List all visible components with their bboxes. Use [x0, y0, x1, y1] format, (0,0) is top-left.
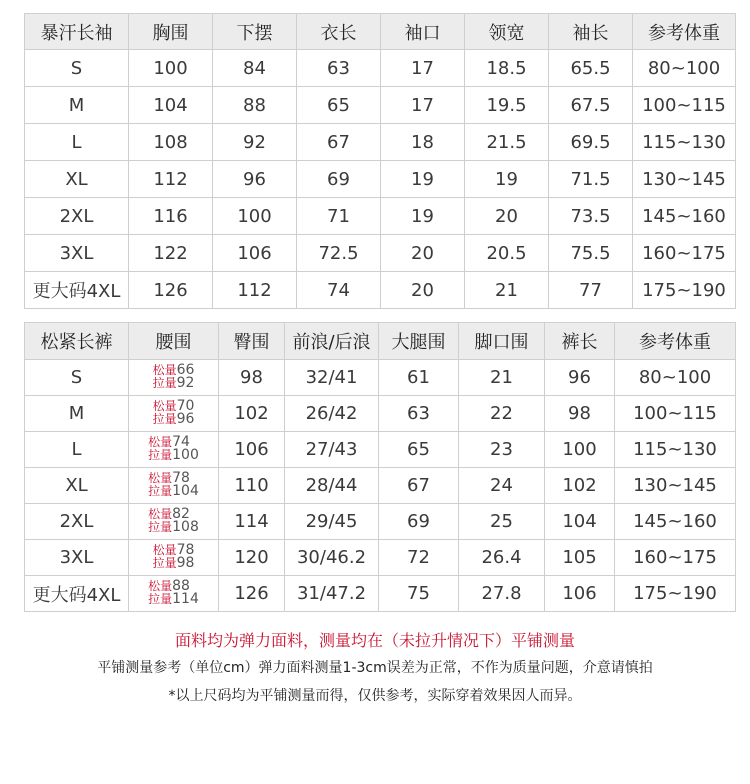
waist-relaxed-label: 松量: [148, 434, 173, 449]
waist-relaxed-label: 松量: [152, 362, 177, 377]
table-cell: 110: [219, 468, 285, 504]
table-cell: 108: [129, 124, 213, 161]
waist-relaxed-value: 74: [172, 433, 190, 450]
table-row: [25, 272, 736, 309]
waist-relaxed-label: 松量: [148, 470, 173, 485]
table-cell: 19: [381, 198, 465, 235]
bottom-table-body: [25, 360, 736, 612]
size-cell: 3XL: [25, 540, 129, 576]
waist-relaxed-label: 松量: [152, 398, 177, 413]
top-size-table: [24, 13, 736, 309]
table-cell: 28/44: [285, 468, 379, 504]
table-row: [25, 124, 736, 161]
header-cell: 臀围: [219, 323, 285, 360]
waist-cell: [129, 540, 219, 576]
table-cell: 20: [381, 235, 465, 272]
table-cell: 105: [545, 540, 615, 576]
waist-stretched-value: 114: [172, 590, 199, 607]
waist-stretched-line: [152, 374, 195, 391]
table-cell: 63: [379, 396, 459, 432]
size-cell: XL: [25, 468, 129, 504]
table-row: [25, 360, 736, 396]
waist-relaxed-label: 松量: [148, 506, 173, 521]
table-cell: 106: [213, 235, 297, 272]
table-cell: 102: [219, 396, 285, 432]
table-cell: 69: [297, 161, 381, 198]
waist-values: [148, 433, 199, 463]
header-cell: 参考体重: [615, 323, 736, 360]
header-cell: 领宽: [465, 14, 549, 50]
waist-relaxed-value: 82: [172, 505, 190, 522]
size-cell: S: [25, 360, 129, 396]
table-cell: 67: [379, 468, 459, 504]
table-cell: 104: [545, 504, 615, 540]
table-cell: 22: [459, 396, 545, 432]
waist-stretched-line: [148, 590, 199, 607]
table-cell: 100: [129, 50, 213, 87]
table-cell: 100~115: [615, 396, 736, 432]
table-row: [25, 576, 736, 612]
table-cell: 26.4: [459, 540, 545, 576]
header-cell: 袖长: [549, 14, 633, 50]
size-cell: M: [25, 87, 129, 124]
table-cell: 29/45: [285, 504, 379, 540]
table-cell: 106: [219, 432, 285, 468]
size-cell: L: [25, 124, 129, 161]
waist-cell: [129, 504, 219, 540]
waist-stretched-value: 108: [172, 518, 199, 535]
table-row: [25, 432, 736, 468]
table-cell: 67.5: [549, 87, 633, 124]
waist-stretched-value: 98: [176, 554, 195, 571]
table-row: [25, 198, 736, 235]
table-cell: 18.5: [465, 50, 549, 87]
waist-relaxed-value: 66: [176, 361, 195, 378]
size-cell: 更大码4XL: [25, 576, 129, 612]
table-cell: 88: [213, 87, 297, 124]
header-cell: 衣长: [297, 14, 381, 50]
table-row: [25, 161, 736, 198]
header-cell: 脚口围: [459, 323, 545, 360]
table-cell: 114: [219, 504, 285, 540]
waist-stretched-line: [152, 554, 195, 571]
table-cell: 145~160: [633, 198, 736, 235]
table-cell: 19: [381, 161, 465, 198]
table-cell: 31/47.2: [285, 576, 379, 612]
table-cell: 98: [545, 396, 615, 432]
table-row: [25, 504, 736, 540]
table-cell: 77: [549, 272, 633, 309]
table-cell: 69: [379, 504, 459, 540]
table-cell: 80~100: [615, 360, 736, 396]
bottom-size-table: [24, 322, 736, 612]
waist-values: [152, 541, 195, 571]
table-row: [25, 50, 736, 87]
table-cell: 122: [129, 235, 213, 272]
waist-values: [152, 397, 195, 427]
table-cell: 72: [379, 540, 459, 576]
header-cell: 前浪/后浪: [285, 323, 379, 360]
table-cell: 19: [465, 161, 549, 198]
fabric-note: 面料均为弹力面料，测量均在（未拉升情况下）平铺测量: [174, 631, 575, 650]
table-cell: 145~160: [615, 504, 736, 540]
waist-relaxed-value: 78: [172, 469, 190, 486]
table-row: [25, 540, 736, 576]
table-cell: 112: [213, 272, 297, 309]
table-cell: 98: [219, 360, 285, 396]
waist-stretched-value: 92: [176, 374, 195, 391]
waist-values: [148, 505, 199, 535]
header-cell: 暴汗长袖: [25, 14, 129, 50]
table-cell: 130~145: [615, 468, 736, 504]
size-cell: 2XL: [25, 504, 129, 540]
table-cell: 63: [297, 50, 381, 87]
waist-values: [148, 469, 199, 499]
table-cell: 23: [459, 432, 545, 468]
waist-stretched-label: 拉量: [152, 375, 177, 390]
table-cell: 20: [381, 272, 465, 309]
waist-cell: [129, 468, 219, 504]
table-cell: 96: [213, 161, 297, 198]
bottom-table-header-row: [25, 323, 736, 360]
table-cell: 27.8: [459, 576, 545, 612]
table-cell: 20: [465, 198, 549, 235]
table-cell: 115~130: [633, 124, 736, 161]
table-cell: 100: [545, 432, 615, 468]
disclaimer-note: *以上尺码均为平铺测量而得，仅供参考，实际穿着效果因人而异。: [168, 688, 582, 704]
table-cell: 84: [213, 50, 297, 87]
table-cell: 65.5: [549, 50, 633, 87]
waist-stretched-line: [148, 518, 199, 535]
table-cell: 175~190: [615, 576, 736, 612]
table-cell: 130~145: [633, 161, 736, 198]
table-cell: 92: [213, 124, 297, 161]
size-cell: M: [25, 396, 129, 432]
waist-relaxed-value: 70: [176, 397, 195, 414]
header-cell: 裤长: [545, 323, 615, 360]
table-cell: 71.5: [549, 161, 633, 198]
waist-stretched-line: [148, 482, 199, 499]
waist-stretched-label: 拉量: [152, 411, 177, 426]
table-cell: 71: [297, 198, 381, 235]
table-cell: 65: [379, 432, 459, 468]
measurement-note: 平铺测量参考（单位cm）弹力面料测量1-3cm误差为正常，不作为质量问题，介意请慎拍: [97, 660, 653, 676]
table-cell: 160~175: [633, 235, 736, 272]
table-cell: 116: [129, 198, 213, 235]
table-cell: 32/41: [285, 360, 379, 396]
table-cell: 17: [381, 87, 465, 124]
table-cell: 25: [459, 504, 545, 540]
size-cell: 3XL: [25, 235, 129, 272]
table-cell: 100: [213, 198, 297, 235]
table-cell: 17: [381, 50, 465, 87]
table-row: [25, 87, 736, 124]
table-cell: 74: [297, 272, 381, 309]
table-cell: 80~100: [633, 50, 736, 87]
header-cell: 袖口: [381, 14, 465, 50]
waist-relaxed-label: 松量: [152, 542, 177, 557]
top-table-header-row: [25, 14, 736, 50]
table-cell: 21: [465, 272, 549, 309]
size-cell: 更大码4XL: [25, 272, 129, 309]
table-row: [25, 235, 736, 272]
waist-cell: [129, 576, 219, 612]
table-cell: 120: [219, 540, 285, 576]
waist-cell: [129, 432, 219, 468]
waist-stretched-value: 104: [172, 482, 199, 499]
waist-values: [148, 577, 199, 607]
table-cell: 112: [129, 161, 213, 198]
waist-stretched-value: 96: [176, 410, 195, 427]
table-row: [25, 468, 736, 504]
table-cell: 18: [381, 124, 465, 161]
waist-stretched-line: [152, 410, 195, 427]
waist-relaxed-label: 松量: [148, 578, 173, 593]
size-cell: S: [25, 50, 129, 87]
waist-stretched-label: 拉量: [148, 519, 173, 534]
header-cell: 胸围: [129, 14, 213, 50]
table-cell: 30/46.2: [285, 540, 379, 576]
table-cell: 126: [219, 576, 285, 612]
waist-relaxed-value: 88: [172, 577, 190, 594]
table-cell: 115~130: [615, 432, 736, 468]
table-cell: 19.5: [465, 87, 549, 124]
table-cell: 126: [129, 272, 213, 309]
table-cell: 21: [459, 360, 545, 396]
table-cell: 27/43: [285, 432, 379, 468]
header-cell: 大腿围: [379, 323, 459, 360]
table-cell: 175~190: [633, 272, 736, 309]
table-cell: 75: [379, 576, 459, 612]
table-cell: 24: [459, 468, 545, 504]
top-table-body: [25, 50, 736, 309]
table-cell: 69.5: [549, 124, 633, 161]
waist-cell: [129, 396, 219, 432]
waist-values: [152, 361, 195, 391]
table-cell: 106: [545, 576, 615, 612]
table-cell: 100~115: [633, 87, 736, 124]
waist-stretched-label: 拉量: [152, 555, 177, 570]
size-cell: L: [25, 432, 129, 468]
table-cell: 96: [545, 360, 615, 396]
table-row: [25, 396, 736, 432]
waist-relaxed-value: 78: [176, 541, 195, 558]
size-cell: XL: [25, 161, 129, 198]
table-cell: 73.5: [549, 198, 633, 235]
header-cell: 松紧长裤: [25, 323, 129, 360]
table-cell: 20.5: [465, 235, 549, 272]
waist-stretched-label: 拉量: [148, 483, 173, 498]
waist-stretched-label: 拉量: [148, 447, 173, 462]
waist-stretched-value: 100: [172, 446, 199, 463]
table-cell: 104: [129, 87, 213, 124]
table-cell: 72.5: [297, 235, 381, 272]
table-cell: 102: [545, 468, 615, 504]
table-cell: 67: [297, 124, 381, 161]
table-cell: 21.5: [465, 124, 549, 161]
table-cell: 75.5: [549, 235, 633, 272]
waist-cell: [129, 360, 219, 396]
table-cell: 26/42: [285, 396, 379, 432]
header-cell: 下摆: [213, 14, 297, 50]
size-cell: 2XL: [25, 198, 129, 235]
header-cell: 参考体重: [633, 14, 736, 50]
table-cell: 65: [297, 87, 381, 124]
waist-stretched-label: 拉量: [148, 591, 173, 606]
table-cell: 160~175: [615, 540, 736, 576]
table-cell: 61: [379, 360, 459, 396]
header-cell: 腰围: [129, 323, 219, 360]
waist-stretched-line: [148, 446, 199, 463]
